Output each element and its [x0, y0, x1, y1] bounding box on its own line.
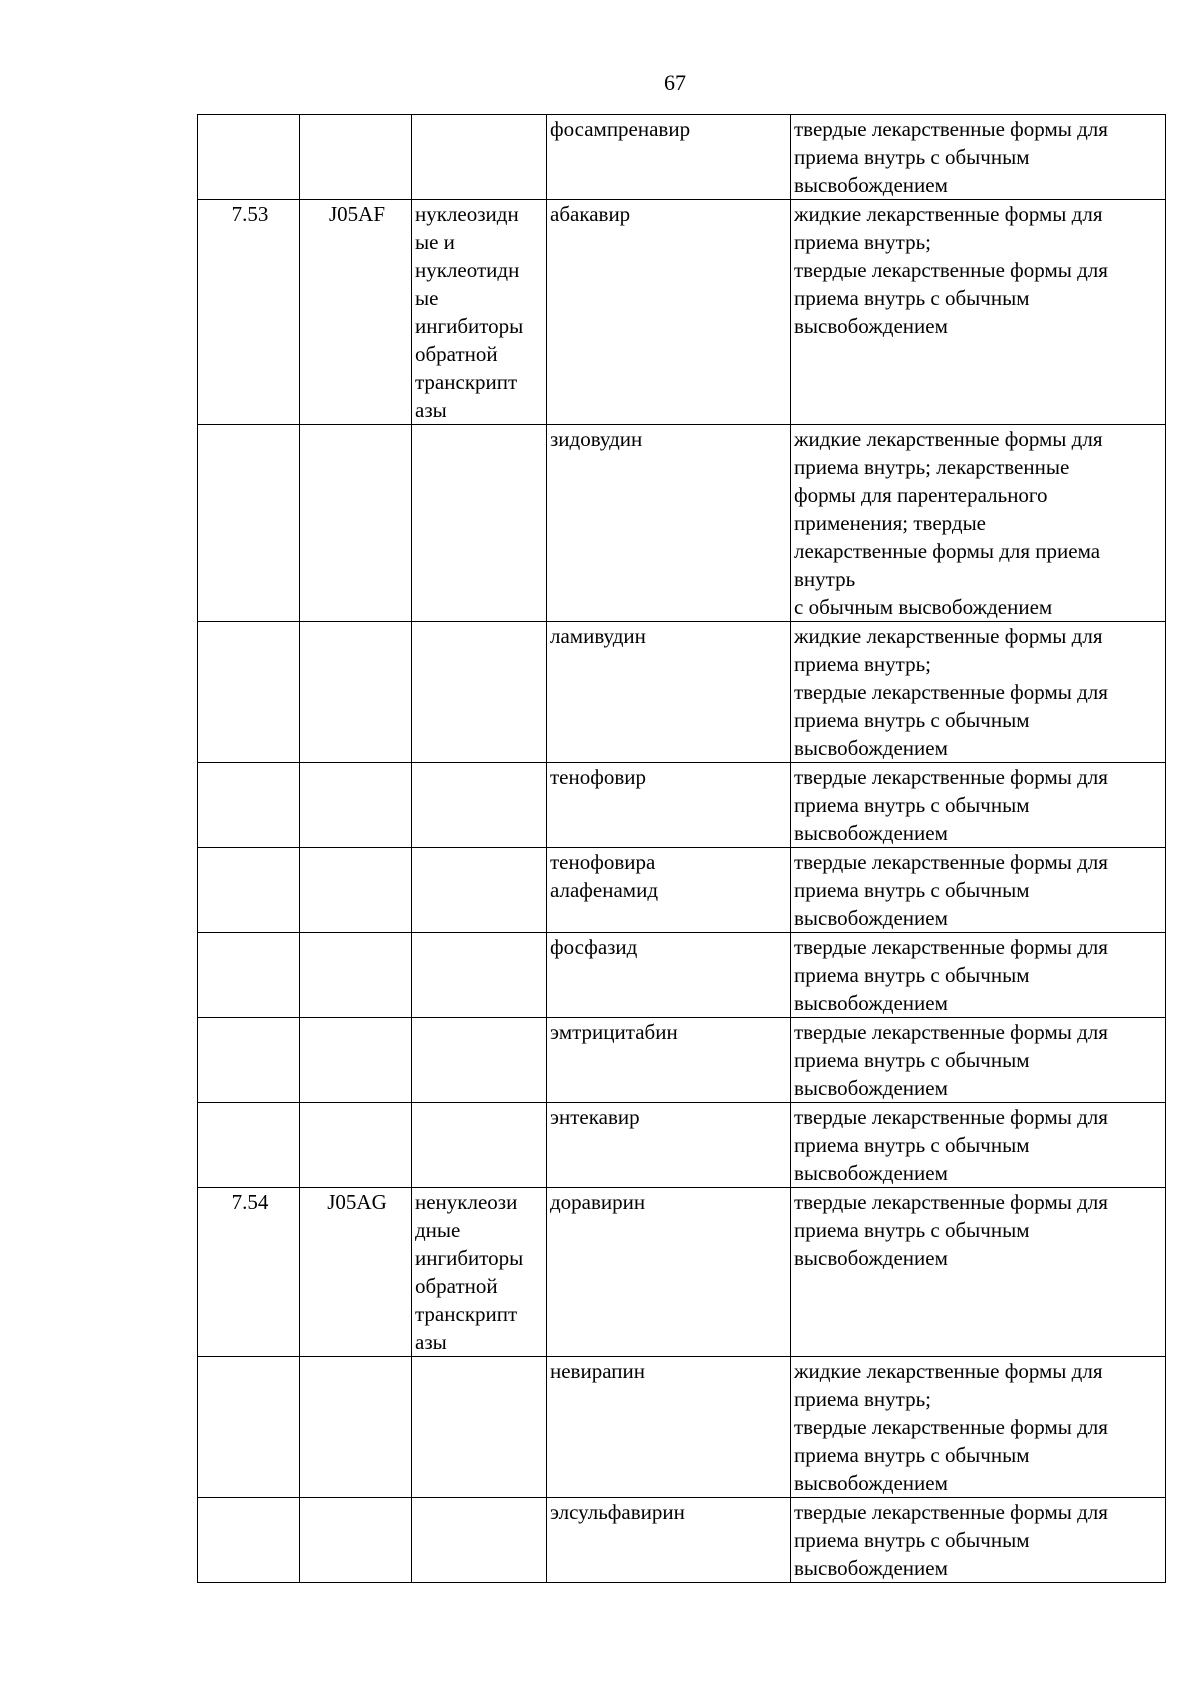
table-row [198, 1357, 1166, 1498]
drug-group-cell [412, 933, 547, 1018]
row-number-cell [198, 933, 300, 1018]
drug-group-cell [412, 622, 547, 763]
dosage-form-cell: жидкие лекарственные формы для приема внутрь; твердые лекарственные формы для приема внутрь с обычным высвобождением [791, 200, 1166, 425]
row-number-cell [198, 1018, 300, 1103]
atc-code-cell [300, 1018, 412, 1103]
table-row [198, 622, 1166, 763]
drug-group-cell [412, 1103, 547, 1188]
row-number-cell [198, 1357, 300, 1498]
row-number-cell: 7.53 [198, 200, 300, 425]
drug-table-body [198, 115, 1166, 1583]
drug-group-cell: ненуклеози дные ингибиторы обратной транскрипт азы [412, 1188, 547, 1357]
atc-code-cell [300, 622, 412, 763]
row-number-cell [198, 1498, 300, 1583]
table-row [198, 1103, 1166, 1188]
atc-code-cell [300, 1103, 412, 1188]
drug-group-cell [412, 1018, 547, 1103]
drug-group-cell [412, 763, 547, 848]
row-number-cell: 7.54 [198, 1188, 300, 1357]
drug-group-cell [412, 115, 547, 200]
atc-code-cell [300, 848, 412, 933]
drug-name-cell: эмтрицитабин [547, 1018, 791, 1103]
dosage-form-cell: твердые лекарственные формы для приема внутрь с обычным высвобождением [791, 1018, 1166, 1103]
atc-code-cell [300, 115, 412, 200]
drug-group-cell: нуклеозидн ые и нуклеотидн ые ингибиторы обратной транскрипт азы [412, 200, 547, 425]
atc-code-cell: J05AF [300, 200, 412, 425]
table-row [198, 1498, 1166, 1583]
dosage-form-cell: твердые лекарственные формы для приема внутрь с обычным высвобождением [791, 763, 1166, 848]
drug-name-cell: фосфазид [547, 933, 791, 1018]
drug-name-cell: энтекавир [547, 1103, 791, 1188]
row-number-cell [198, 622, 300, 763]
atc-code-cell [300, 1498, 412, 1583]
table-row [198, 115, 1166, 200]
dosage-form-cell: твердые лекарственные формы для приема внутрь с обычным высвобождением [791, 1103, 1166, 1188]
dosage-form-cell: жидкие лекарственные формы для приема внутрь; твердые лекарственные формы для приема внутрь с обычным высвобождением [791, 622, 1166, 763]
drug-group-cell [412, 848, 547, 933]
dosage-form-cell: твердые лекарственные формы для приема внутрь с обычным высвобождением [791, 848, 1166, 933]
atc-code-cell [300, 763, 412, 848]
drug-group-cell [412, 1357, 547, 1498]
table-row [198, 763, 1166, 848]
table-row [198, 933, 1166, 1018]
row-number-cell [198, 763, 300, 848]
page-number: 67 [664, 70, 686, 95]
row-number-cell [198, 1103, 300, 1188]
table-row [198, 1188, 1166, 1357]
drug-name-cell: зидовудин [547, 425, 791, 622]
atc-code-cell [300, 425, 412, 622]
atc-code-cell [300, 933, 412, 1018]
drug-name-cell: тенофовир [547, 763, 791, 848]
atc-code-cell: J05AG [300, 1188, 412, 1357]
row-number-cell [198, 115, 300, 200]
drug-group-cell [412, 1498, 547, 1583]
drug-group-cell [412, 425, 547, 622]
table-row [198, 848, 1166, 933]
table-row [198, 1018, 1166, 1103]
dosage-form-cell: жидкие лекарственные формы для приема внутрь; твердые лекарственные формы для приема внутрь с обычным высвобождением [791, 1357, 1166, 1498]
drug-name-cell: элсульфавирин [547, 1498, 791, 1583]
drug-name-cell: доравирин [547, 1188, 791, 1357]
dosage-form-cell: твердые лекарственные формы для приема внутрь с обычным высвобождением [791, 1498, 1166, 1583]
drug-name-cell: невирапин [547, 1357, 791, 1498]
dosage-form-cell: жидкие лекарственные формы для приема внутрь; лекарственные формы для парентерального применения; твердые лекарственные формы для приема внутрь с обычным высвобождением [791, 425, 1166, 622]
drug-name-cell: ламивудин [547, 622, 791, 763]
drug-name-cell: абакавир [547, 200, 791, 425]
table-row [198, 200, 1166, 425]
dosage-form-cell: твердые лекарственные формы для приема внутрь с обычным высвобождением [791, 115, 1166, 200]
row-number-cell [198, 425, 300, 622]
drug-name-cell: фосампренавир [547, 115, 791, 200]
table-row [198, 425, 1166, 622]
row-number-cell [198, 848, 300, 933]
atc-code-cell [300, 1357, 412, 1498]
dosage-form-cell: твердые лекарственные формы для приема внутрь с обычным высвобождением [791, 1188, 1166, 1357]
drug-table [197, 114, 1166, 1583]
drug-name-cell: тенофовира алафенамид [547, 848, 791, 933]
dosage-form-cell: твердые лекарственные формы для приема внутрь с обычным высвобождением [791, 933, 1166, 1018]
